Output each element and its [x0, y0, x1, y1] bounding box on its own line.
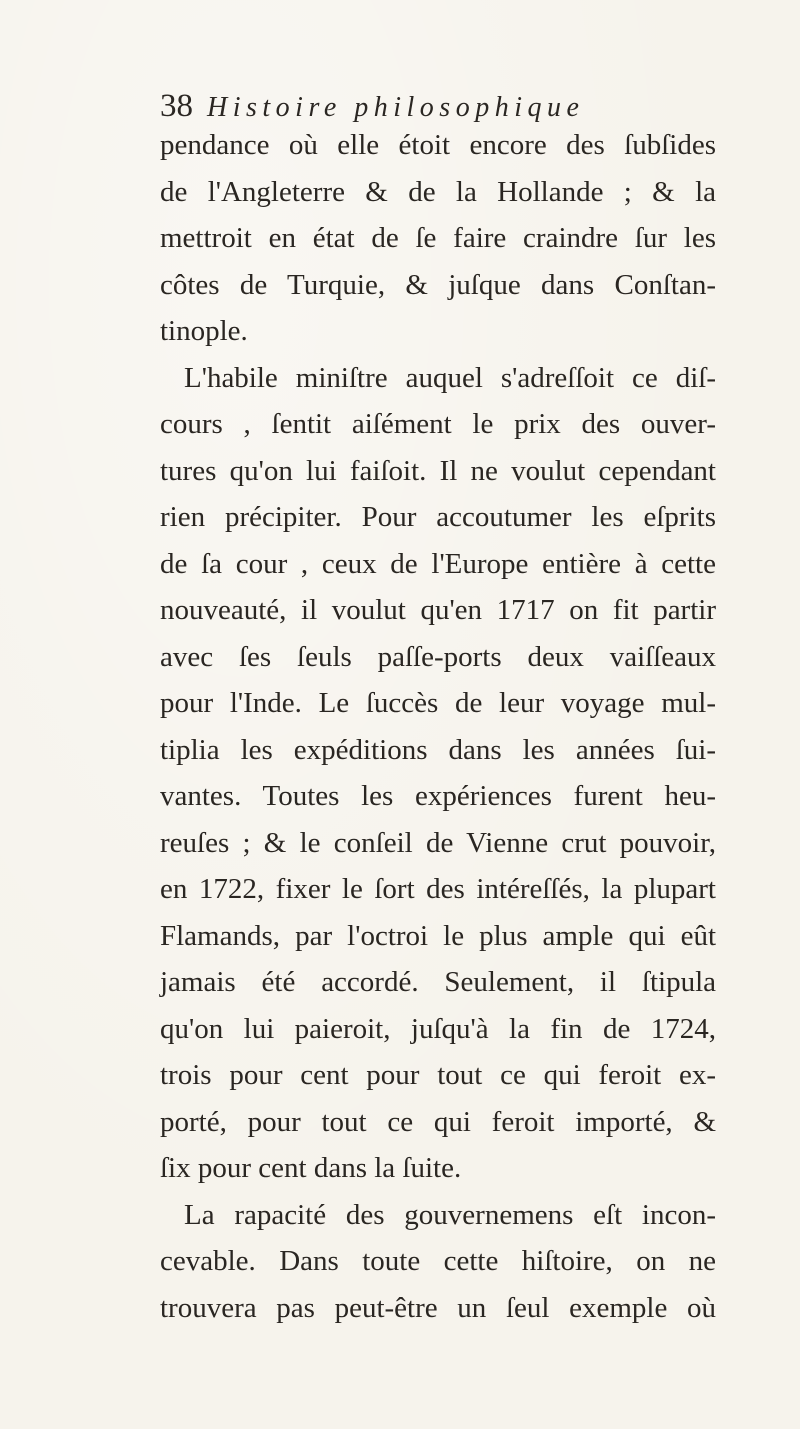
text-line: porté, pour tout ce qui feroit importé, & — [160, 1105, 716, 1138]
text-line: tures qu'on lui faiſoit. Il ne voulut cependant — [160, 454, 716, 487]
text-line: tiplia les expéditions dans les années ſui- — [160, 733, 716, 766]
text-line: de l'Angleterre & de la Hollande ; & la — [160, 175, 716, 208]
text-line: jamais été accordé. Seulement, il ſtipula — [160, 966, 716, 998]
text-line: de ſa cour , ceux de l'Europe entière à cette — [160, 547, 716, 580]
body-text — [160, 122, 716, 1331]
paragraph-start-line: La rapacité des gouvernemens eſt incon- — [184, 1198, 716, 1231]
text-line: rien précipiter. Pour accoutumer les eſprits — [160, 501, 716, 533]
page-number: 38 — [160, 88, 193, 124]
text-line: vantes. Toutes les expériences furent heu- — [160, 780, 716, 812]
text-line: tinople. — [160, 315, 248, 347]
text-line: Flamands, par l'octroi le plus ample qui eût — [160, 919, 716, 952]
text-line: nouveauté, il voulut qu'en 1717 on fit partir — [160, 594, 716, 626]
text-line: pendance où elle étoit encore des ſubſides — [160, 129, 716, 161]
text-line: trois pour cent pour tout ce qui feroit ex- — [160, 1059, 716, 1091]
running-title: Histoire philosophique — [207, 92, 585, 123]
paragraph-start-line: L'habile miniſtre auquel s'adreſſoit ce diſ- — [184, 361, 716, 394]
text-line: cours , ſentit aiſément le prix des ouver- — [160, 408, 716, 440]
text-line: ſix pour cent dans la ſuite. — [160, 1152, 462, 1184]
text-line: qu'on lui paieroit, juſqu'à la fin de 1724, — [160, 1012, 716, 1045]
text-line: reuſes ; & le conſeil de Vienne crut pouvoir, — [160, 826, 716, 859]
text-line: trouvera pas peut-être un ſeul exemple où — [160, 1291, 716, 1324]
text-line: en 1722, fixer le ſort des intéreſſés, la plupart — [160, 873, 716, 905]
text-line: pour l'Inde. Le ſuccès de leur voyage mul- — [160, 687, 716, 719]
text-line: mettroit en état de ſe faire craindre ſur les — [160, 222, 716, 254]
text-line: côtes de Turquie, & juſque dans Conſtan- — [160, 268, 716, 301]
text-line: cevable. Dans toute cette hiſtoire, on ne — [160, 1245, 716, 1277]
text-line: avec ſes ſeuls paſſe-ports deux vaiſſeaux — [160, 640, 716, 673]
